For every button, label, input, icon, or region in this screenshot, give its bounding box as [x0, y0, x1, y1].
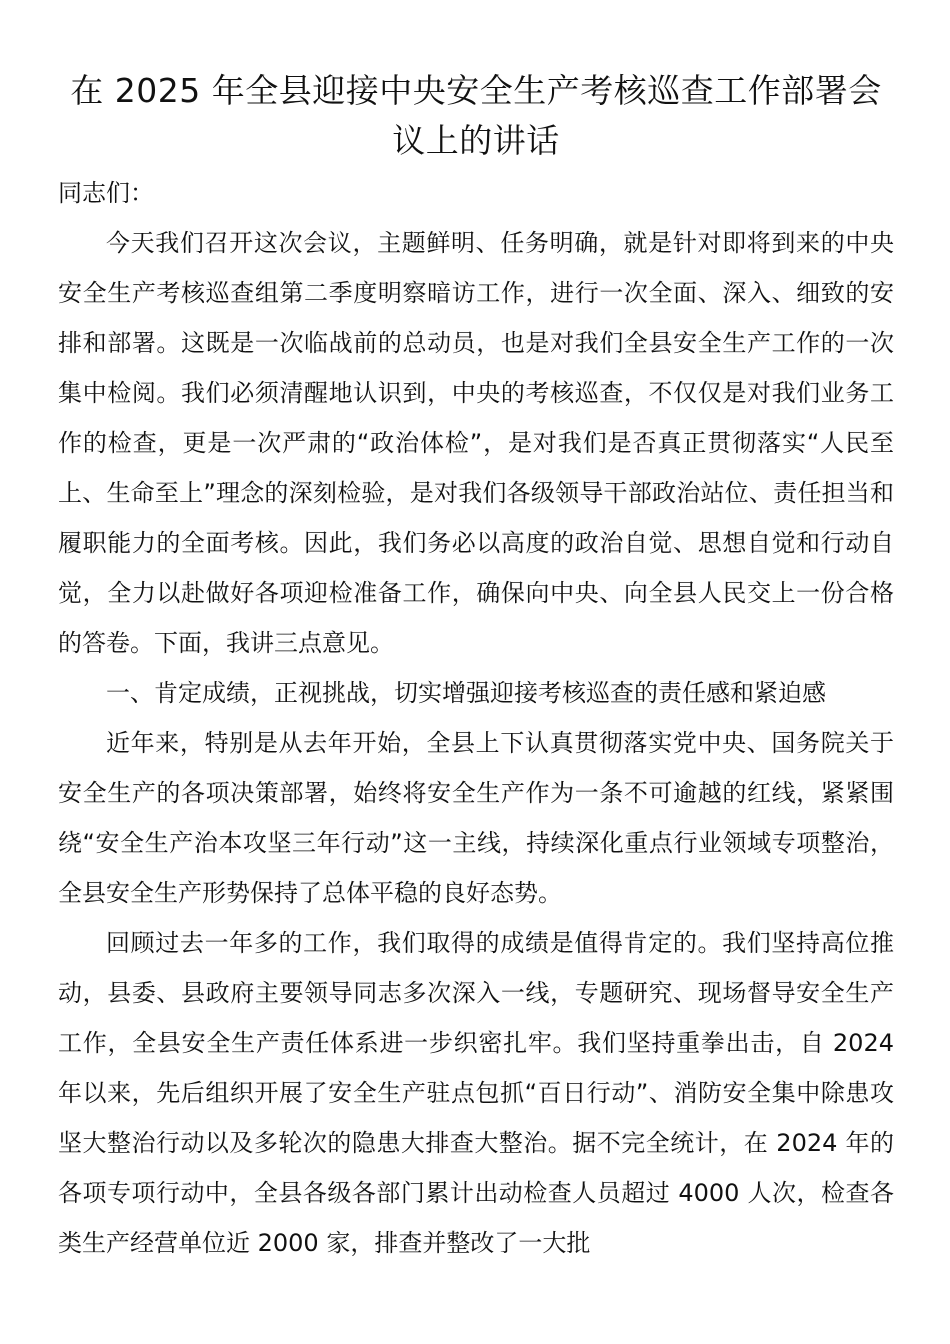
salutation: 同志们： — [58, 179, 154, 207]
paragraph-review: 回顾过去一年多的工作，我们取得的成绩是值得肯定的。我们坚持高位推动，县委、县政府主要领导同志多次深入一线，专题研究、现场督导安全生产工作，全县安全生产责任体系进一步织密扎牢。我们坚持重拳出击，自 2024 年以来，先后组织开展了安全生产驻点包抓“百日行动”、消防安全集中除患攻坚大整治行动以及多轮次的隐患大排查大整治。据不完全统计，在 2024 年的各项专项行动中，全县各级各部门累计出动检查人员超过 4000 人次，检查各类生产经营单位近 2000 家，排查并整改了一大批 — [58, 929, 894, 1257]
paragraph-recent-years: 近年来，特别是从去年开始，全县上下认真贯彻落实党中央、国务院关于安全生产的各项决策部署，始终将安全生产作为一条不可逾越的红线，紧紧围绕“安全生产治本攻坚三年行动”这一主线，持续深化重点行业领域专项整治，全县安全生产形势保持了总体平稳的良好态势。 — [58, 729, 894, 907]
section-heading-1: 一、肯定成绩，正视挑战，切实增强迎接考核巡查的责任感和紧迫感 — [106, 679, 826, 707]
document-page — [58, 66, 894, 1268]
document-title: 在 2025 年全县迎接中央安全生产考核巡查工作部署会议上的讲话 — [70, 71, 882, 160]
paragraph-intro: 今天我们召开这次会议，主题鲜明、任务明确，就是针对即将到来的中央安全生产考核巡查组第二季度明察暗访工作，进行一次全面、深入、细致的安排和部署。这既是一次临战前的总动员，也是对我们全县安全生产工作的一次集中检阅。我们必须清醒地认识到，中央的考核巡查，不仅仅是对我们业务工作的检查，更是一次严肃的“政治体检”，是对我们是否真正贯彻落实“人民至上、生命至上”理念的深刻检验，是对我们各级领导干部政治站位、责任担当和履职能力的全面考核。因此，我们务必以高度的政治自觉、思想自觉和行动自觉，全力以赴做好各项迎检准备工作，确保向中央、向全县人民交上一份合格的答卷。下面，我讲三点意见。 — [58, 229, 894, 657]
